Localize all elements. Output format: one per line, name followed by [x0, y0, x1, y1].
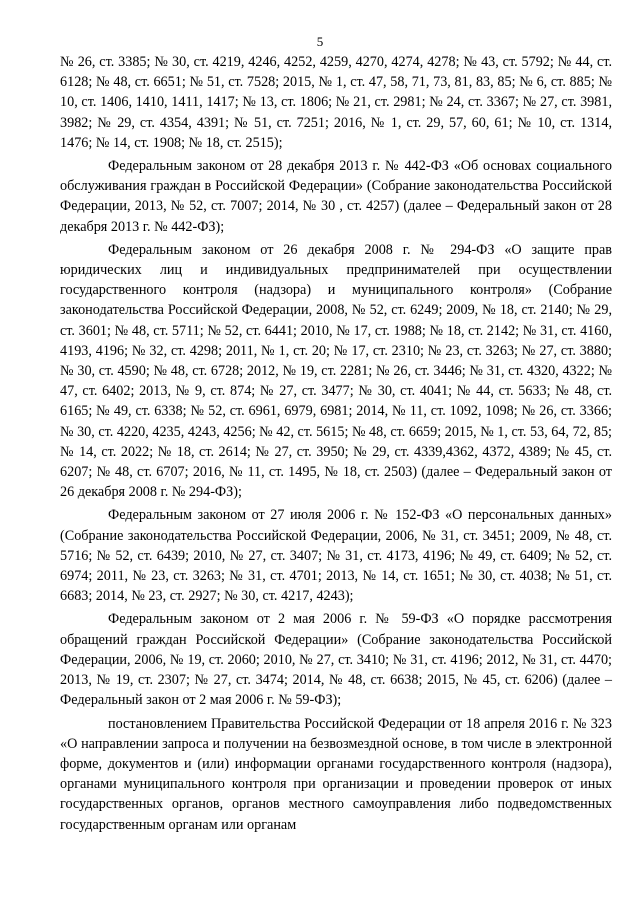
paragraph-law-442-fz: Федеральным законом от 28 декабря 2013 г. № 442-ФЗ «Об основах социального обслуживания граждан в Российской Федерации» (Собрание законодательства Российской Федерации, 2013, № 52, ст. 7007; 2014, № 30 , ст. 4257) (далее – Федеральный закон от 28 декабря 2013 г. № 442-ФЗ);: [60, 158, 612, 235]
paragraph-law-294-fz: Федеральным законом от 26 декабря 2008 г. № 294-ФЗ «О защите прав юридических лиц и индивидуальных предпринимателей при осуществлении государственного контроля (надзора) и муниципального контроля» (Собрание законодательства Российской Федерации, 2008, № 52, ст. 6249; 2009, № 18, ст. 2140; № 29, ст. 3601; № 48, ст. 5711; № 52, ст. 6441; 2010, № 17, ст. 1988; № 18, ст. 2142; № 31, ст. 4160, 4193, 4196; № 32, ст. 4298; 2011, № 1, ст. 20; № 17, ст. 2310; № 23, ст. 3263; № 27, ст. 3880; № 30, ст. 4590; № 48, ст. 6728; 2012, № 19, ст. 2281; № 26, ст. 3446; № 31, ст. 4320, 4322; № 47, ст. 6402; 2013, № 9, ст. 874; № 27, ст. 3477; № 30, ст. 4041; № 44, ст. 5633; № 48, ст. 6165; № 49, ст. 6338; № 52, ст. 6961, 6979, 6981; 2014, № 11, ст. 1092, 1098; № 26, ст. 3366; № 30, ст. 4220, 4235, 4243, 4256; № 42, ст. 5615; № 48, ст. 6659; 2015, № 1, ст. 53, 64, 72, 85; № 14, ст. 2022; № 18, ст. 2614; № 27, ст. 3950; № 29, ст. 4339,4362, 4372, 4389; № 45, ст. 6207; № 48, ст. 6707; 2016, № 11, ст. 1495, № 18, ст. 2503) (далее – Федеральный закон от 26 декабря 2008 г. № 294-ФЗ);: [60, 241, 612, 501]
paragraph-law-59-fz: Федеральным законом от 2 мая 2006 г. № 59-ФЗ «О порядке рассмотрения обращений граждан Российской Федерации» (Собрание законодательства Российской Федерации, 2006, № 19, ст. 2060; 2010, № 27, ст. 3410; № 31, ст. 4196; 2012, № 31, ст. 4470; 2013, № 19, ст. 2307; № 27, ст. 3474; 2014, № 48, ст. 6638; 2015, № 45, ст. 6206) (далее – Федеральный закон от 2 мая 2006 г. № 59-ФЗ);: [60, 611, 612, 709]
page-number: 5: [316, 34, 324, 49]
paragraph-law-152-fz: Федеральным законом от 27 июля 2006 г. № 152-ФЗ «О персональных данных» (Собрание законодательства Российской Федерации, 2006, № 31, ст. 3451; 2009, № 48, ст. 5716; № 52, ст. 6439; 2010, № 27, ст. 3407; № 31, ст. 4173, 4196; № 49, ст. 6409; № 52, ст. 6974; 2011, № 23, ст. 3263; № 31, ст. 4701; 2013, № 14, ст. 1651; № 30, ст. 4038; № 51, ст. 6683; 2014, № 23, ст. 2927; № 30, ст. 4217, 4243);: [60, 507, 612, 605]
document-body: [60, 52, 612, 835]
paragraph-resolution-323: постановлением Правительства Российской Федерации от 18 апреля 2016 г. № 323 «О направлении запроса и получении на безвозмездной основе, в том числе в электронной форме, документов и (или) информации органами государственного контроля (надзора), органами муниципального контроля при организации и проведении проверок от иных государственных органов, органов местного самоуправления либо подведомственных государственным органам или органам: [60, 715, 612, 833]
paragraph-continuation: № 26, ст. 3385; № 30, ст. 4219, 4246, 4252, 4259, 4270, 4274, 4278; № 43, ст. 5792; № 44, ст. 6128; № 48, ст. 6651; № 51, ст. 7528; 2015, № 1, ст. 47, 58, 71, 73, 81, 83, 85; № 6, ст. 885; № 10, ст. 1406, 1410, 1411, 1417; № 13, ст. 1806; № 21, ст. 2981; № 24, ст. 3367; № 27, ст. 3981, 3982; № 29, ст. 4354, 4391; № 51, ст. 7251; 2016, № 1, ст. 29, 57, 60, 61; № 10, ст. 1314, 1476; № 14, ст. 1908; № 18, ст. 2515);: [60, 54, 612, 151]
